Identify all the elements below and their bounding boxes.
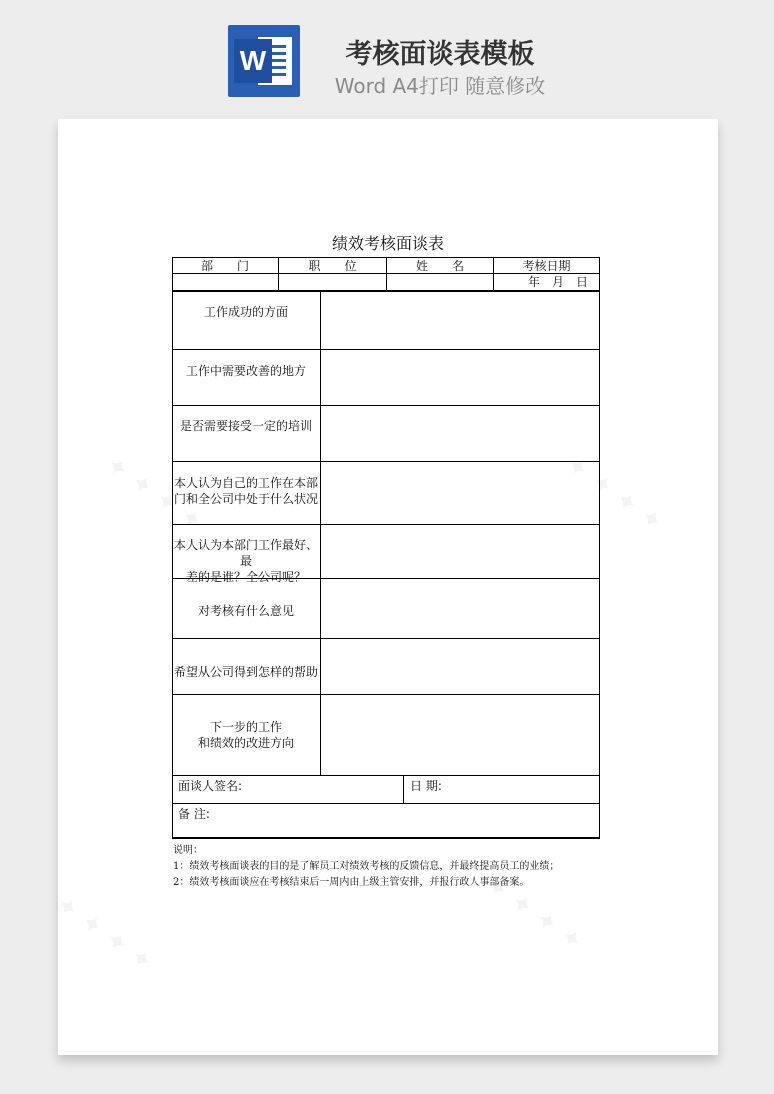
header-position: 职 位 — [308, 259, 357, 273]
row-label-next-steps: 下一步的工作 和绩效的改进方向 — [197, 720, 294, 751]
form-title: 绩效考核面谈表 — [331, 234, 444, 253]
word-logo-icon — [228, 25, 300, 97]
row-label-best-worst: 本人认为本部门工作最好、最 差的是谁？全公司呢？ — [173, 538, 318, 585]
page-subtitle: Word A4打印 随意修改 — [334, 74, 546, 98]
row-label-successes: 工作成功的方面 — [203, 305, 288, 319]
date-placeholder: 年 月 日 — [528, 275, 589, 289]
note-2: 2：绩效考核面谈应在考核结束后一周内由上级主管安排，并报行政人事部备案。 — [173, 877, 530, 888]
row-label-help: 希望从公司得到怎样的帮助 — [173, 665, 318, 679]
row-label-training: 是否需要接受一定的培训 — [179, 419, 312, 433]
row-label-improvements: 工作中需要改善的地方 — [185, 364, 306, 378]
row-label-self-assessment: 本人认为自己的工作在本部 门和全公司中处于什么状况 — [173, 476, 318, 507]
notes-title: 说明： — [173, 845, 203, 856]
header-name: 姓 名 — [415, 259, 464, 273]
header-department: 部 门 — [200, 259, 249, 273]
sign-date-label: 日 期: — [410, 779, 442, 793]
interviewer-signature-label: 面谈人签名: — [178, 779, 243, 793]
watermark — [560, 450, 669, 539]
note-1: 1：绩效考核面谈表的目的是了解员工对绩效考核的反馈信息，并最终提高员工的业绩； — [173, 861, 560, 872]
page-title: 考核面谈表模板 — [345, 39, 535, 70]
row-label-opinions: 对考核有什么意见 — [197, 604, 294, 618]
watermark — [50, 890, 159, 979]
remarks-label: 备 注: — [178, 807, 210, 821]
document-page — [58, 119, 718, 1055]
header-review-date: 考核日期 — [522, 259, 571, 273]
word-letter: W — [234, 39, 272, 83]
